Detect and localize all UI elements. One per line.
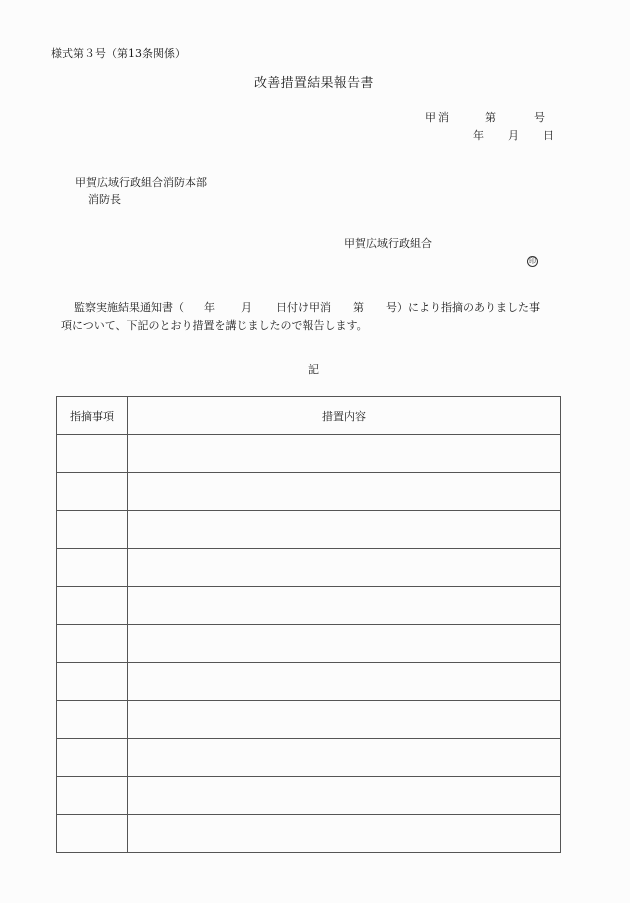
measures-cell[interactable] [128,625,561,663]
reference-dai: 第 [485,111,496,124]
sender-organization: 甲賀広域行政組合 [344,237,432,250]
document-title: 改善措置結果報告書 [254,76,374,91]
table-row [57,815,561,853]
table-row [57,625,561,663]
measures-cell[interactable] [128,663,561,701]
body-dai: 第 [353,301,364,314]
measures-cell[interactable] [128,777,561,815]
findings-cell[interactable] [57,739,128,777]
table-row [57,739,561,777]
addressee-title: 消防長 [88,193,121,206]
findings-cell[interactable] [57,701,128,739]
findings-cell[interactable] [57,777,128,815]
measures-cell[interactable] [128,473,561,511]
date-line [473,130,554,141]
measures-table [56,396,561,853]
date-day: 日 [543,129,554,142]
measures-cell[interactable] [128,587,561,625]
body-notice-name: 監察実施結果通知書（ [74,301,184,314]
form-number: 様式第３号（第13条関係） [51,47,186,60]
findings-cell[interactable] [57,435,128,473]
ki-heading: 記 [308,363,319,376]
measures-cell[interactable] [128,739,561,777]
measures-cell[interactable] [128,435,561,473]
findings-cell[interactable] [57,587,128,625]
measures-cell[interactable] [128,701,561,739]
date-year: 年 [473,129,484,142]
table-row [57,777,561,815]
body-continuation: 号）により指摘のありました事 [386,301,540,314]
findings-cell[interactable] [57,473,128,511]
measures-cell[interactable] [128,549,561,587]
table-header-row [57,397,561,435]
findings-cell[interactable] [57,625,128,663]
body-date-ref: 日付け甲消 [276,301,331,314]
findings-cell[interactable] [57,815,128,853]
body-text-line-1 [61,302,540,313]
header-findings: 指摘事項 [57,397,128,435]
table-row [57,663,561,701]
table-row [57,587,561,625]
findings-cell[interactable] [57,663,128,701]
seal-mark-icon: 印 [529,257,536,265]
table-row [57,511,561,549]
reference-number-line [425,112,545,123]
table-row [57,473,561,511]
measures-cell[interactable] [128,815,561,853]
measures-cell[interactable] [128,511,561,549]
header-measures: 措置内容 [128,397,561,435]
table-row [57,701,561,739]
reference-prefix: 甲消 [425,111,451,124]
table-row [57,549,561,587]
body-month: 月 [241,301,252,314]
table-row [57,435,561,473]
findings-cell[interactable] [57,549,128,587]
date-month: 月 [508,129,519,142]
addressee-organization: 甲賀広域行政組合消防本部 [75,176,207,189]
body-year: 年 [204,301,215,314]
findings-cell[interactable] [57,511,128,549]
body-text-line-2: 項について、下記のとおり措置を講じましたので報告します。 [61,319,368,332]
reference-go: 号 [534,111,545,124]
